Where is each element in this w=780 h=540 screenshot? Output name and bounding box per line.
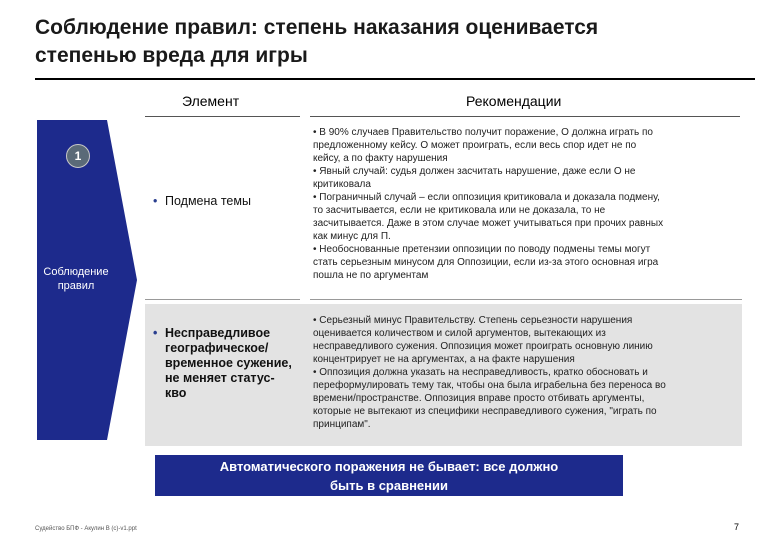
recommendation-line: • Необоснованные претензии оппозиции по поводу подмены темы могут [313, 244, 651, 255]
recommendation-line: оценивается количеством и силой аргументов, вытекающих из [313, 328, 606, 339]
recommendations-row-1 [313, 126, 741, 282]
recommendation-line: предложенному кейсу. О может проиграть, если весь спор идет не по [313, 140, 637, 151]
element-item-topic-substitution [153, 194, 303, 209]
conclusion-banner-line-2: быть в сравнении [329, 478, 448, 493]
section-label-line-1: Соблюдение [43, 266, 109, 278]
conclusion-banner [155, 455, 623, 496]
row-divider-recommendations [310, 299, 742, 300]
slide-title [35, 14, 755, 70]
row-divider-element [145, 299, 300, 300]
recommendation-line: концентрирует не на аргументах, а на факте нарушения [313, 354, 575, 365]
slide-title-line-1: Соблюдение правил: степень наказания оценивается [35, 16, 599, 39]
recommendation-line: засчитывается. Даже в этом случае может учитываться при прочих равных [313, 218, 664, 229]
recommendation-line: кейсу, а по факту нарушения [313, 153, 448, 164]
title-divider [35, 78, 755, 80]
header-divider-recommendations [310, 116, 740, 117]
column-header-element: Элемент [182, 93, 240, 109]
column-header-recommendations: Рекомендации [466, 93, 562, 109]
section-label [30, 265, 122, 293]
recommendation-line: • Серьезный минус Правительству. Степень серьезности нарушения [313, 315, 633, 326]
header-divider-element [145, 116, 300, 117]
recommendation-line: как минус для П. [313, 231, 391, 242]
recommendation-line: • В 90% случаев Правительство получит поражение, О должна играть по [313, 127, 653, 138]
bullet-icon: • [153, 194, 158, 208]
section-number-badge: 1 [66, 144, 90, 168]
element-item-label: Подмена темы [165, 194, 251, 208]
element-item-label: Несправедливое географическое/ временное сужение, не меняет статус-кво [165, 326, 292, 400]
recommendation-line: пошла не по аргументам [313, 270, 429, 281]
recommendation-line: которые не вытекают из специфики несправедливого сужения, "играть по [313, 406, 657, 417]
recommendations-row-2 [313, 314, 741, 431]
page-number: 7 [734, 522, 740, 532]
recommendation-line: стать серьезным минусом для Оппозиции, если из-за этого основная игра [313, 257, 659, 268]
slide-title-line-2: степенью вреда для игры [35, 44, 308, 67]
recommendation-line: • Явный случай: судья должен засчитать нарушение, даже если О не [313, 166, 636, 177]
bullet-icon: • [153, 326, 158, 340]
recommendation-line: времени/пространстве. Оппозиция вправе просто отбивать аргументы, [313, 393, 645, 404]
recommendation-line: то засчитывается, если не критиковала или не доказала, то не [313, 205, 606, 216]
footer-source: Судейство БПФ - Акулин В (c)-v1.ppt [35, 526, 137, 532]
conclusion-banner-line-1: Автоматического поражения не бывает: все должно [219, 459, 559, 474]
recommendation-line: • Пограничный случай – если оппозиция критиковала и доказала подмену, [313, 192, 660, 203]
recommendation-line: переформулировать тему так, чтобы она была играбельна без переноса во [313, 380, 666, 391]
recommendation-line: • Оппозиция должна указать на несправедливость, кратко обосновать и [313, 367, 648, 378]
section-label-line-2: правил [57, 280, 95, 292]
element-item-unfair-narrowing [153, 326, 293, 401]
recommendation-line: критиковала [313, 179, 371, 190]
recommendation-line: принципам". [313, 419, 371, 430]
recommendation-line: несправедливого сужения. Оппозиция может проиграть основную линию [313, 341, 653, 352]
